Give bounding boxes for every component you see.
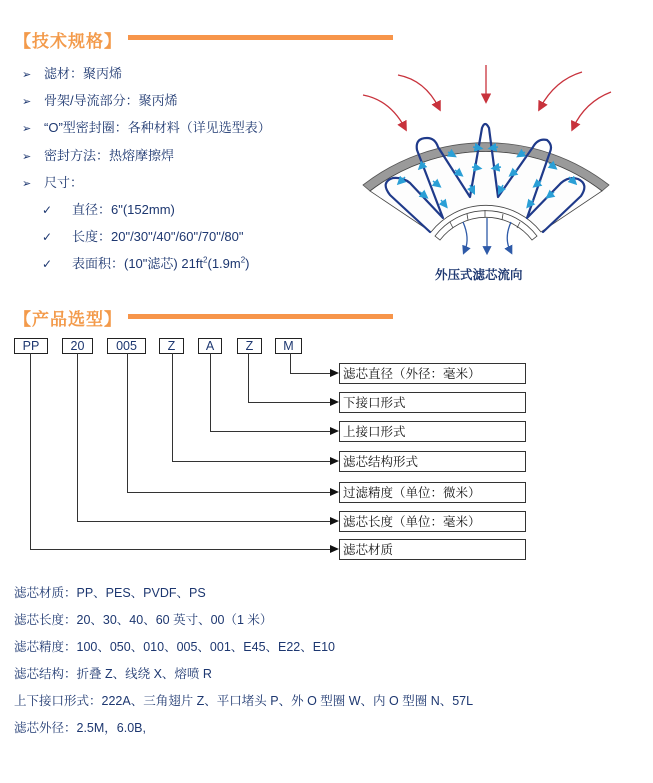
arrow-right-icon <box>330 369 339 377</box>
code-box-material: PP <box>14 338 48 354</box>
selection-section-title: 【产品选型】 <box>14 310 122 330</box>
option-outer-diameter: 滤芯外径：2.5M，6.0B, <box>14 721 146 735</box>
spec-item-oring: ➢ “O”型密封圈：各种材料（详见选型表） <box>22 120 271 135</box>
bullet-arrow-icon: ➢ <box>22 178 32 190</box>
specs-title-divider <box>128 35 393 40</box>
bullet-arrow-icon: ➢ <box>22 96 32 108</box>
label-box-lower-interface: 下接口形式 <box>339 392 526 413</box>
label-box-length: 滤芯长度（单位：毫米） <box>339 511 526 532</box>
arrow-right-icon <box>330 545 339 553</box>
code-box-upper-interface: A <box>198 338 222 354</box>
spec-item-frame: ➢ 骨架/导流部分：聚丙烯 <box>22 93 178 108</box>
bullet-arrow-icon: ➢ <box>22 69 32 81</box>
code-box-length: 20 <box>62 338 93 354</box>
code-box-structure: Z <box>159 338 184 354</box>
spec-item-material: ➢ 滤材：聚丙烯 <box>22 66 123 81</box>
label-box-upper-interface: 上接口形式 <box>339 421 526 442</box>
option-interface: 上下接口形式：222A、三角翅片 Z、平口堵头 P、外 O 型圈 W、内 O 型圈 N、57L <box>14 694 474 708</box>
label-box-material: 滤芯材质 <box>339 539 526 560</box>
code-box-diameter: M <box>275 338 302 354</box>
bullet-arrow-icon: ➢ <box>22 151 32 163</box>
arrow-right-icon <box>330 517 339 525</box>
label-box-structure: 滤芯结构形式 <box>339 451 526 472</box>
option-structure: 滤芯结构：折叠 Z、线绕 X、熔喷 R <box>14 667 212 681</box>
option-material: 滤芯材质：PP、PES、PVDF、PS <box>14 586 206 600</box>
diagram-caption: 外压式滤芯流向 <box>435 268 523 282</box>
arrow-right-icon <box>330 427 339 435</box>
spec-sub-surface-area: ✓ 表面积：(10"滤芯) $21ft^2(1.9m^2)$ <box>42 255 250 271</box>
spec-item-seal-method: ➢ 密封方法：热熔摩擦焊 <box>22 148 175 163</box>
filter-flow-illustration <box>355 50 625 260</box>
arrow-right-icon <box>330 457 339 465</box>
option-precision: 滤芯精度：100、050、010、005、001、E45、E22、E10 <box>14 640 336 654</box>
label-box-diameter: 滤芯直径（外径：毫米） <box>339 363 526 384</box>
external-pressure-flow-diagram <box>355 50 625 260</box>
selection-title-divider <box>128 314 393 319</box>
code-box-lower-interface: Z <box>237 338 262 354</box>
bullet-arrow-icon: ➢ <box>22 123 32 135</box>
spec-sub-length: ✓ 长度：20"/30"/40"/60"/70"/80" <box>42 229 244 244</box>
specs-section-title: 【技术规格】 <box>14 32 122 52</box>
spec-item-size: ➢ 尺寸： <box>22 175 84 190</box>
spec-sub-diameter: ✓ 直径：6"(152mm) <box>42 202 175 217</box>
check-icon: ✓ <box>42 230 53 244</box>
arrow-right-icon <box>330 488 339 496</box>
code-box-precision: 005 <box>107 338 146 354</box>
check-icon: ✓ <box>42 257 53 271</box>
label-box-precision: 过滤精度（单位：微米） <box>339 482 526 503</box>
option-length: 滤芯长度：20、30、40、60 英寸、00（1 米） <box>14 613 273 627</box>
arrow-right-icon <box>330 398 339 406</box>
check-icon: ✓ <box>42 203 53 217</box>
